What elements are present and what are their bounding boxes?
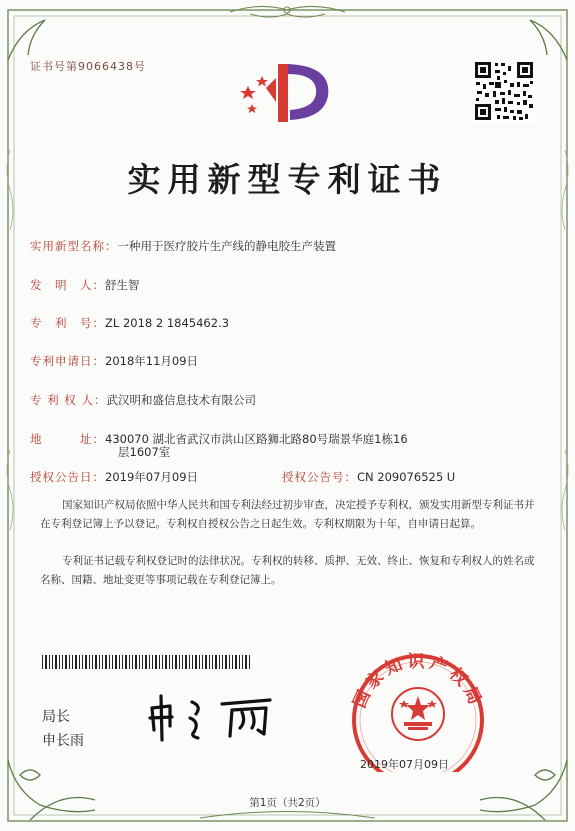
barcode-icon <box>42 655 252 669</box>
field-inventor-row <box>30 274 140 293</box>
field-address-label: 地 址： <box>30 432 105 446</box>
field-name-row <box>30 235 336 254</box>
field-address-value-line2: 层1607室 <box>118 445 171 459</box>
director-title: 局长 <box>42 709 70 725</box>
official-seal-icon <box>343 648 493 772</box>
field-inventor-value: 舒生智 <box>105 278 140 292</box>
field-grant-no-row <box>282 466 455 485</box>
director-name: 申长雨 <box>42 733 84 749</box>
field-apply-date-label: 专利申请日： <box>30 354 105 368</box>
grant-paragraph: 国家知识产权局依照中华人民共和国专利法经过初步审查，决定授予专利权，颁发实用新型专利证书并在专利登记簿上予以登记。专利权自授权公告之日起生效。专利权期限为十年，自申请日起算。 <box>40 499 535 530</box>
page-footer: 第1页（共2页） <box>249 797 326 809</box>
field-name-value: 一种用于医疗胶片生产线的静电胶生产装置 <box>117 239 336 253</box>
field-address-value-line1: 430070 湖北省武汉市洪山区路狮北路80号瑞景华庭1栋16 <box>105 432 408 446</box>
field-holder-label: 专 利 权 人： <box>30 393 107 407</box>
page-title: 实用新型专利证书 <box>127 160 448 199</box>
cnipa-logo-icon <box>236 58 336 128</box>
seal-date: 2019年07月09日 <box>360 758 449 771</box>
field-patent-no-label: 专 利 号： <box>30 316 105 330</box>
legal-status-paragraph: 专利证书记载专利权登记时的法律状况。专利权的转移、质押、无效、终止、恢复和专利权人的姓名或名称、国籍、地址变更等事项记载在专利登记簿上。 <box>40 555 535 586</box>
field-grant-date-label: 授权公告日： <box>30 470 105 484</box>
field-patent-no-value: ZL 2018 2 1845462.3 <box>105 316 230 330</box>
certificate-number: 证书号第9066438号 <box>30 60 146 73</box>
field-address-row <box>30 428 408 447</box>
qr-code-icon <box>473 60 535 122</box>
field-patent-no-row <box>30 312 229 331</box>
field-holder-row <box>30 389 256 408</box>
field-grant-no-label: 授权公告号： <box>282 470 357 484</box>
svg-text:国家知识产权局: 国家知识产权局 <box>349 651 487 712</box>
field-grant-date-row <box>30 466 198 485</box>
field-apply-date-value: 2018年11月09日 <box>105 354 199 368</box>
field-inventor-label: 发 明 人： <box>30 278 105 292</box>
field-name-label: 实用新型名称： <box>30 239 118 253</box>
director-signature-icon <box>140 688 290 748</box>
field-grant-date-value: 2019年07月09日 <box>105 470 199 484</box>
field-apply-date-row <box>30 350 198 369</box>
field-grant-no-value: CN 209076525 U <box>357 470 456 484</box>
field-holder-value: 武汉明和盛信息技术有限公司 <box>106 393 256 407</box>
